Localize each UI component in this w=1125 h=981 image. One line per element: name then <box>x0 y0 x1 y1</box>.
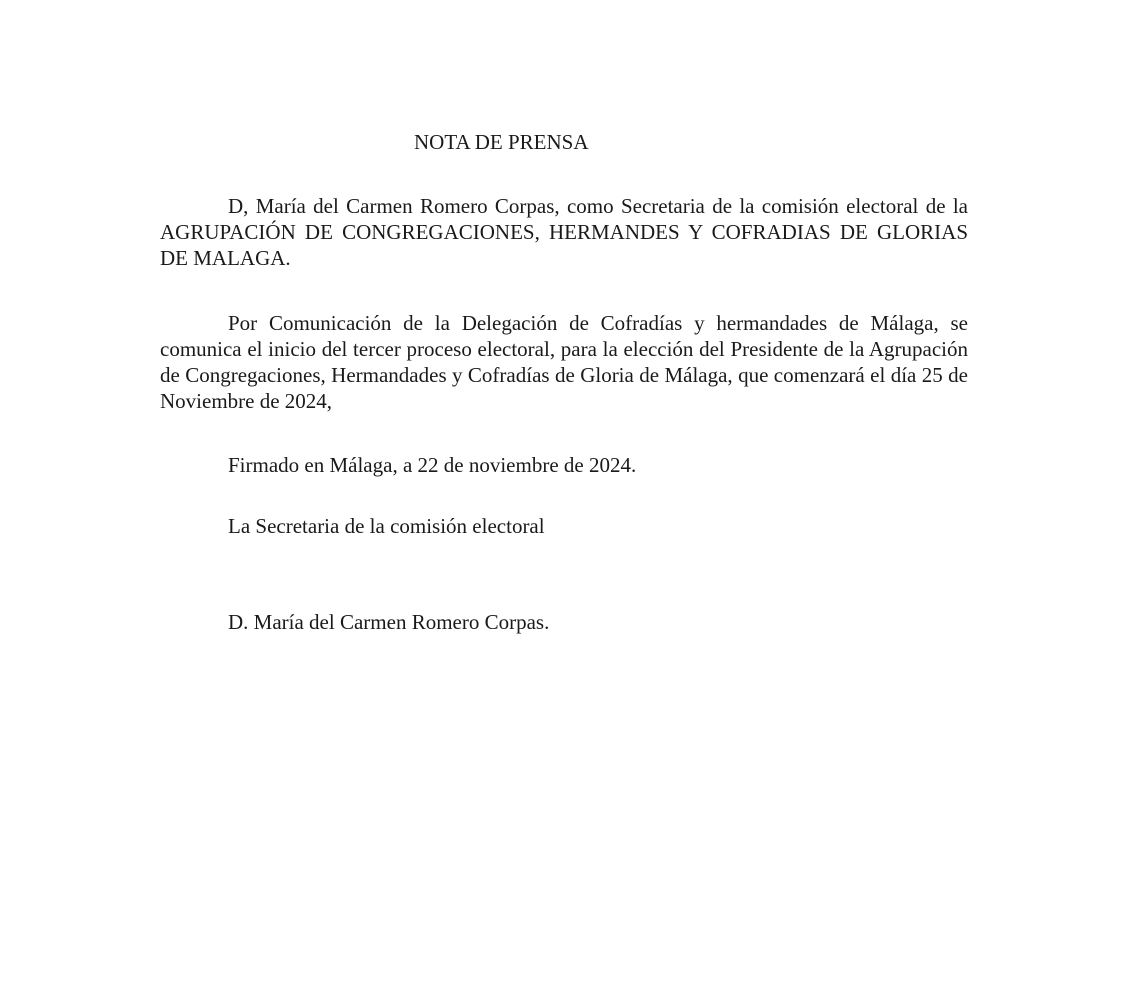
announcement-paragraph <box>160 310 968 414</box>
intro-paragraph-text: D, María del Carmen Romero Corpas, como Secretaria de la comisión electoral de la AGRUPACIÓN DE CONGREGACIONES, HERMANDES Y COFRADIAS DE GLORIAS DE MALAGA. <box>160 194 968 270</box>
announcement-paragraph-text: Por Comunicación de la Delegación de Cofradías y hermandades de Málaga, se comunica el inicio del tercer proceso electoral, para la elección del Presidente de la Agrupación de Congregaciones, Hermandades y Cofradías de Gloria de Málaga, que comenzará el día 25 de Noviembre de 2024, <box>160 311 968 413</box>
signer-role: La Secretaria de la comisión electoral <box>228 514 545 538</box>
page-title: NOTA DE PRENSA <box>414 130 589 154</box>
signer-name: D. María del Carmen Romero Corpas. <box>228 610 550 634</box>
signed-date-line: Firmado en Málaga, a 22 de noviembre de 2024. <box>228 453 637 477</box>
intro-paragraph <box>160 193 968 271</box>
